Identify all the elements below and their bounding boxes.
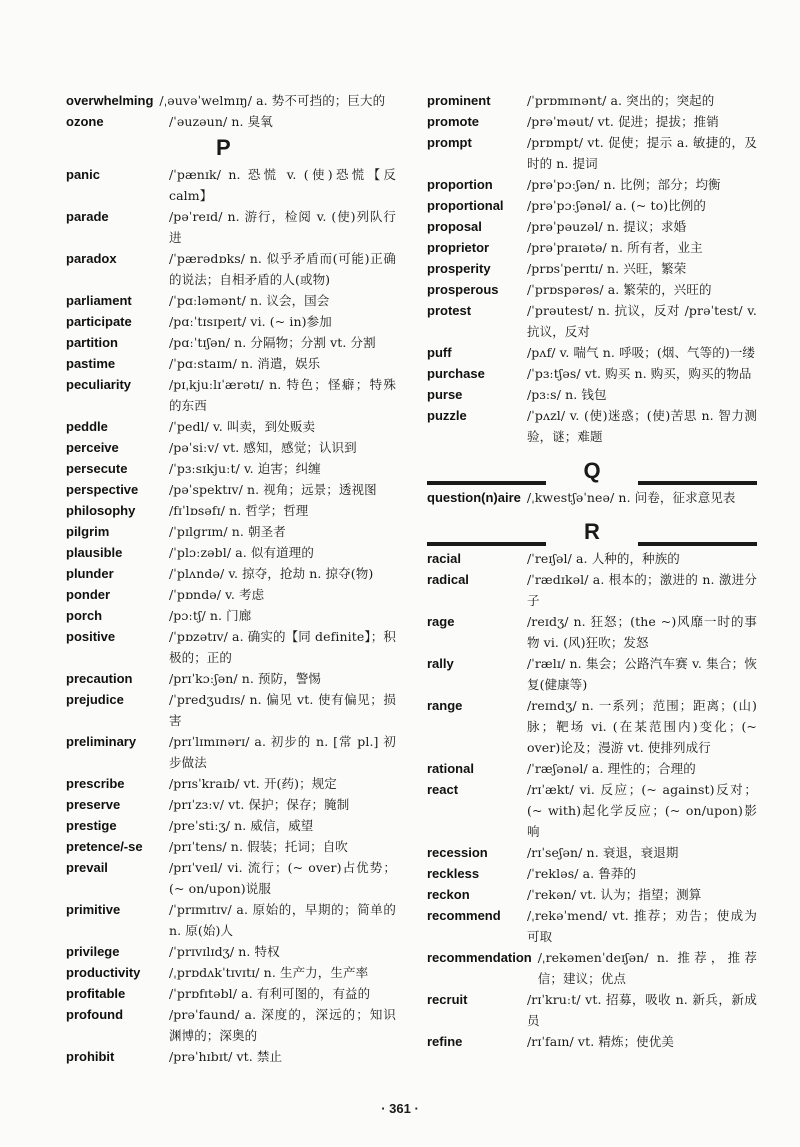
definition: /ˈpɪlgrɪm/ n. 朝圣者	[169, 524, 286, 539]
definition: /ˌrekəˈmend/ vt. 推荐；劝告；使成为可取	[527, 908, 757, 944]
dictionary-entry	[66, 521, 396, 542]
headword: profound	[66, 1007, 124, 1022]
dictionary-entry	[66, 458, 396, 479]
dictionary-entry	[66, 794, 396, 815]
dictionary-entry	[427, 947, 757, 989]
definition: /pɪˌkjuːlɪˈærətɪ/ n. 特色；怪癖；特殊的东西	[169, 377, 396, 413]
dictionary-entry	[66, 437, 396, 458]
dictionary-entry	[427, 989, 757, 1031]
dictionary-entry	[66, 626, 396, 668]
dictionary-entry	[427, 842, 757, 863]
definition: /ˈrædɪkəl/ a. 根本的；激进的 n. 激进分子	[527, 572, 757, 608]
dictionary-entry	[427, 905, 757, 947]
definition: /ˈprəutest/ n. 抗议，反对 /prəˈtest/ v. 抗议，反对	[527, 303, 757, 339]
dictionary-entry	[66, 668, 396, 689]
dictionary-entry	[66, 90, 396, 111]
headword: pilgrim	[66, 524, 110, 539]
headword: react	[427, 782, 459, 797]
dictionary-entry	[427, 90, 757, 111]
headword: perspective	[66, 482, 139, 497]
dictionary-entry	[66, 111, 396, 132]
definition: /ˈreɪʃəl/ a. 人种的，种族的	[527, 551, 680, 566]
headword: prohibit	[66, 1049, 115, 1064]
dictionary-entry	[66, 731, 396, 773]
definition: /reɪdʒ/ n. 狂怒；(the ~)风靡一时的事物 vi. (风)狂吹；发怒	[527, 614, 757, 650]
dictionary-entry	[427, 216, 757, 237]
definition: /pɔːtʃ/ n. 门廊	[169, 608, 252, 623]
headword: ponder	[66, 587, 111, 602]
dictionary-entry	[427, 1031, 757, 1052]
dictionary-entry	[427, 405, 757, 447]
headword: prompt	[427, 135, 472, 150]
dictionary-entry	[66, 416, 396, 437]
definition: /prɪsˈkraɪb/ vt. 开(药)；规定	[169, 776, 337, 791]
headword: preliminary	[66, 734, 137, 749]
definition: /fɪˈlɒsəfɪ/ n. 哲学；哲理	[169, 503, 309, 518]
definition: /ˈræʃənəl/ a. 理性的；合理的	[527, 761, 696, 776]
definition: /pəˈspektɪv/ n. 视角；远景；透视图	[169, 482, 377, 497]
dictionary-entry	[427, 611, 757, 653]
entries-p-left	[66, 164, 396, 1067]
definition: /ˌprɒdʌkˈtɪvɪtɪ/ n. 生产力，生产率	[169, 965, 369, 980]
definition: /pəˈsiːv/ vt. 感知，感觉；认识到	[169, 440, 357, 455]
definition: /ˈpedl/ v. 叫卖，到处贩卖	[169, 419, 316, 434]
dictionary-entry	[66, 584, 396, 605]
left-column	[66, 90, 396, 1067]
headword: prevail	[66, 860, 108, 875]
headword: peddle	[66, 419, 108, 434]
headword: prestige	[66, 818, 117, 833]
headword: profitable	[66, 986, 126, 1001]
definition: /prɪˈkɔːʃən/ n. 预防，警惕	[169, 671, 322, 686]
dictionary-entry	[427, 195, 757, 216]
dictionary-entry	[427, 384, 757, 405]
definition: /ˈprɪvɪlɪdʒ/ n. 特权	[169, 944, 280, 959]
headword: prosperous	[427, 282, 499, 297]
headword: recruit	[427, 992, 468, 1007]
definition: /ˈrælɪ/ n. 集会；公路汽车赛 v. 集合；恢复(健康等)	[527, 656, 757, 692]
definition: /ˈpʌzl/ v. (使)迷惑；(使)苦思 n. 智力测验，谜；难题	[527, 408, 757, 444]
definition: /ˈpɜːtʃəs/ vt. 购买 n. 购买，购买的物品	[527, 366, 752, 381]
definition: /ˈrekən/ vt. 认为；指望；测算	[527, 887, 702, 902]
definition: /ˈprɒspərəs/ a. 繁荣的，兴旺的	[527, 282, 712, 297]
dictionary-entry	[66, 563, 396, 584]
definition: /prɪˈveɪl/ vi. 流行；(~ over)占优势；(~ on/upon)说服	[169, 860, 396, 896]
definition: /rɪˈseʃən/ n. 衰退，衰退期	[527, 845, 679, 860]
dictionary-entry	[427, 653, 757, 695]
definition: /pʌf/ v. 喘气 n. 呼吸；(烟、气等的)一缕	[527, 345, 756, 360]
definition: /pɑːˈtɪʃən/ n. 分隔物；分割 vt. 分割	[169, 335, 376, 350]
dictionary-entry	[66, 983, 396, 1004]
headword: radical	[427, 572, 469, 587]
headword: paradox	[66, 251, 117, 266]
entries-q	[427, 487, 757, 508]
definition: /prɪˈlɪmɪnərɪ/ a. 初步的 n. [常 pl.] 初步做法	[169, 734, 396, 770]
dictionary-entry	[427, 779, 757, 842]
dictionary-entry	[66, 248, 396, 290]
definition: /ˈprɒmɪnənt/ a. 突出的；突起的	[527, 93, 715, 108]
headword: proportion	[427, 177, 493, 192]
definition: /prəˈməut/ vt. 促进；提拔；推销	[527, 114, 719, 129]
headword: puzzle	[427, 408, 467, 423]
headword: racial	[427, 551, 461, 566]
section-letter-p: P	[216, 135, 231, 160]
headword: proprietor	[427, 240, 490, 255]
dictionary-entry	[427, 111, 757, 132]
dictionary-entry	[66, 1046, 396, 1067]
headword: perceive	[66, 440, 119, 455]
headword: reckless	[427, 866, 480, 881]
definition: /ˈpredʒudɪs/ n. 偏见 vt. 使有偏见；损害	[169, 692, 396, 728]
dictionary-entry	[427, 174, 757, 195]
dictionary-entry	[66, 290, 396, 311]
headword: prejudice	[66, 692, 124, 707]
dictionary-entry	[427, 342, 757, 363]
headword: purse	[427, 387, 463, 402]
headword: philosophy	[66, 503, 136, 518]
definition: /ˈpɑːləmənt/ n. 议会，国会	[169, 293, 330, 308]
dictionary-entry	[427, 548, 757, 569]
dictionary-entry	[427, 884, 757, 905]
headword: question(n)aire	[427, 490, 521, 505]
definition: /ˈplɔːzəbl/ a. 似有道理的	[169, 545, 314, 560]
definition: /prəˈpɔːʃən/ n. 比例；部分；均衡	[527, 177, 721, 192]
headword: porch	[66, 608, 103, 623]
headword: positive	[66, 629, 116, 644]
headword: peculiarity	[66, 377, 132, 392]
dictionary-entry	[66, 542, 396, 563]
definition: /ˈplʌndə/ v. 掠夺，抢劫 n. 掠夺(物)	[169, 566, 374, 581]
headword: participate	[66, 314, 132, 329]
headword: persecute	[66, 461, 128, 476]
headword: plunder	[66, 566, 114, 581]
headword: rage	[427, 614, 455, 629]
definition: /prɪˈtens/ n. 假装；托词；自吹	[169, 839, 348, 854]
definition: /ˈpænɪk/ n. 恐慌 v. (使)恐慌【反 calm】	[169, 167, 396, 203]
dictionary-entry	[427, 695, 757, 758]
definition: /rɪˈækt/ vi. 反应；(~ against)反对；(~ with)起化学反应；(~ on/upon)影响	[527, 782, 757, 839]
page-number: · 361 ·	[381, 1101, 419, 1116]
headword: refine	[427, 1034, 463, 1049]
headword: recession	[427, 845, 488, 860]
definition: /prəˈpəuzəl/ n. 提议；求婚	[527, 219, 687, 234]
headword: pretence/-se	[66, 839, 143, 854]
section-letter-q: Q	[427, 455, 757, 487]
right-column	[427, 90, 757, 1052]
dictionary-entry	[427, 487, 757, 508]
definition: /ˈprɒfɪtəbl/ a. 有利可图的，有益的	[169, 986, 371, 1001]
headword: preserve	[66, 797, 121, 812]
headword: parade	[66, 209, 109, 224]
definition: /ˈpærədɒks/ n. 似乎矛盾而(可能)正确的说法；自相矛盾的人(或物)	[169, 251, 396, 287]
definition: /ˈrekləs/ a. 鲁莽的	[527, 866, 637, 881]
definition: /ˈpɜːsɪkjuːt/ v. 迫害；纠缠	[169, 461, 321, 476]
dictionary-entry	[66, 206, 396, 248]
headword: rally	[427, 656, 454, 671]
headword: parliament	[66, 293, 132, 308]
headword: prescribe	[66, 776, 125, 791]
definition: /prəˈpɔːʃənəl/ a. (~ to)比例的	[527, 198, 707, 213]
definition: /ˈpɑːstaɪm/ n. 消遣，娱乐	[169, 356, 321, 371]
definition: /ˌkwestʃəˈneə/ n. 问卷，征求意见表	[526, 490, 736, 505]
headword: protest	[427, 303, 472, 318]
definition: /prɪˈzɜːv/ vt. 保护；保存；腌制	[169, 797, 350, 812]
dictionary-entry	[427, 863, 757, 884]
entries-before-p	[66, 90, 396, 132]
headword: pastime	[66, 356, 116, 371]
dictionary-entry	[66, 1004, 396, 1046]
headword: primitive	[66, 902, 121, 917]
dictionary-entry	[66, 962, 396, 983]
dictionary-entry	[427, 279, 757, 300]
definition: /pɑːˈtɪsɪpeɪt/ vi. (~ in)参加	[169, 314, 332, 329]
dictionary-entry	[66, 374, 396, 416]
dictionary-entry	[427, 569, 757, 611]
definition: /rɪˈfaɪn/ vt. 精炼；使优美	[527, 1034, 674, 1049]
dictionary-entry	[66, 500, 396, 521]
dictionary-entry	[66, 353, 396, 374]
definition: /prəˈhɪbɪt/ vt. 禁止	[169, 1049, 283, 1064]
dictionary-entry	[66, 332, 396, 353]
headword: proportional	[427, 198, 504, 213]
headword: prominent	[427, 93, 491, 108]
dictionary-entry	[66, 605, 396, 626]
dictionary-entry	[427, 132, 757, 174]
dictionary-entry	[427, 300, 757, 342]
headword: range	[427, 698, 463, 713]
definition: /prəˈpraɪətə/ n. 所有者，业主	[527, 240, 703, 255]
dictionary-entry	[66, 479, 396, 500]
headword: plausible	[66, 545, 123, 560]
dictionary-entry	[427, 758, 757, 779]
headword: puff	[427, 345, 452, 360]
definition: /prɒsˈperɪtɪ/ n. 兴旺，繁荣	[527, 261, 687, 276]
definition: /ˈprɪmɪtɪv/ a. 原始的，早期的；简单的 n. 原(始)人	[169, 902, 396, 938]
headword: prosperity	[427, 261, 491, 276]
entries-p-right	[427, 90, 757, 447]
headword: promote	[427, 114, 479, 129]
dictionary-entry	[66, 815, 396, 836]
headword: precaution	[66, 671, 133, 686]
dictionary-entry	[66, 857, 396, 899]
definition: /ˌrekəmenˈdeɪʃən/ n. 推荐，推荐信；建议；优点	[537, 950, 757, 986]
headword: privilege	[66, 944, 120, 959]
headword: ozone	[66, 114, 104, 129]
section-letter-r: R	[427, 516, 757, 548]
dictionary-entry	[66, 899, 396, 941]
headword: purchase	[427, 366, 485, 381]
dictionary-entry	[66, 836, 396, 857]
definition: /ˈpɒndə/ v. 考虑	[169, 587, 265, 602]
headword: productivity	[66, 965, 141, 980]
definition: /prɒmpt/ vt. 促使；提示 a. 敏捷的，及时的 n. 提词	[527, 135, 757, 171]
definition: /pəˈreɪd/ n. 游行，检阅 v. (使)列队行进	[169, 209, 396, 245]
headword: partition	[66, 335, 118, 350]
definition: /prəˈfaund/ a. 深度的，深远的；知识渊博的；深奥的	[169, 1007, 396, 1043]
definition: /preˈstiːʒ/ n. 威信，威望	[169, 818, 314, 833]
headword: overwhelming	[66, 93, 154, 108]
dictionary-entry	[66, 164, 396, 206]
definition: /ˈəuzəun/ n. 臭氧	[169, 114, 273, 129]
dictionary-entry	[427, 258, 757, 279]
dictionary-entry	[66, 773, 396, 794]
headword: panic	[66, 167, 100, 182]
entries-r	[427, 548, 757, 1052]
headword: proposal	[427, 219, 482, 234]
dictionary-entry	[427, 363, 757, 384]
headword: reckon	[427, 887, 470, 902]
dictionary-entry	[66, 689, 396, 731]
definition: /ˌəuvəˈwelmɪŋ/ a. 势不可挡的；巨大的	[159, 93, 386, 108]
headword: recommendation	[427, 950, 532, 965]
dictionary-entry	[427, 237, 757, 258]
definition: /ˈpɒzətɪv/ a. 确实的【同 definite】；积极的；正的	[169, 629, 396, 665]
definition: /pɜːs/ n. 钱包	[527, 387, 607, 402]
headword: recommend	[427, 908, 501, 923]
definition: /rɪˈkruːt/ vt. 招募，吸收 n. 新兵，新成员	[527, 992, 757, 1028]
dictionary-entry	[66, 941, 396, 962]
headword: rational	[427, 761, 474, 776]
dictionary-entry	[66, 311, 396, 332]
definition: /reɪndʒ/ n. 一系列；范围；距离；(山)脉；靶场 vi. (在某范围内)变化；(~ over)论及；漫游 vt. 使排列成行	[527, 698, 757, 755]
